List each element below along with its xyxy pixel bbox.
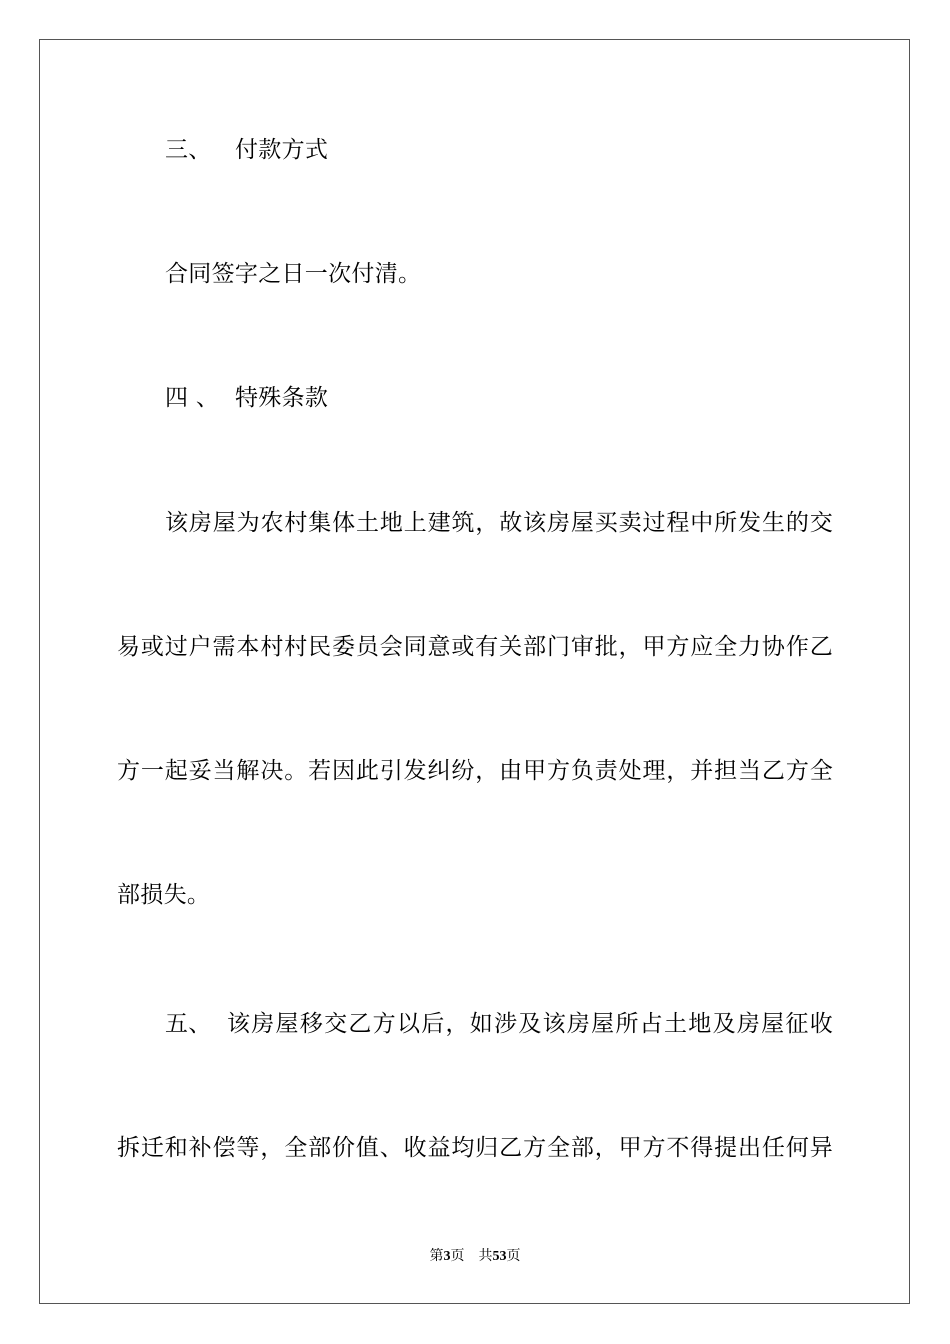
section4-number: 四 、 <box>165 385 220 411</box>
footer-total-prefix: 共 <box>478 1249 493 1264</box>
section3-title: 付款方式 <box>235 137 329 163</box>
section4-paragraph-line-2: 易或过户需本村村民委员会同意或有关部门审批，甲方应全力协作乙 <box>117 634 833 660</box>
section5-line-1 <box>165 1011 833 1037</box>
section3-heading <box>165 137 328 163</box>
section3-body: 合同签字之日一次付清。 <box>165 261 422 287</box>
section5-number: 五、 <box>165 1011 212 1037</box>
section4-title: 特殊条款 <box>235 385 329 411</box>
section5-line-1-text: 该房屋移交乙方以后，如涉及该房屋所占土地及房屋征收 <box>227 1011 833 1037</box>
page-border <box>39 39 910 1304</box>
footer-total-suffix: 页 <box>506 1249 521 1264</box>
footer-page-suffix: 页 <box>450 1249 465 1264</box>
section5-line-2: 拆迁和补偿等，全部价值、收益均归乙方全部，甲方不得提出任何异 <box>117 1135 833 1161</box>
footer-page-prefix: 第 <box>429 1249 444 1264</box>
section4-heading <box>165 385 328 411</box>
footer-total-number: 53 <box>492 1249 507 1264</box>
section4-paragraph-line-4: 部损失。 <box>117 882 211 908</box>
section3-number: 三、 <box>165 137 212 163</box>
footer-page-number: 3 <box>443 1249 451 1264</box>
page-footer <box>0 1248 950 1266</box>
section4-paragraph-line-3: 方一起妥当解决。若因此引发纠纷，由甲方负责处理，并担当乙方全 <box>117 758 833 784</box>
section4-paragraph-line-1: 该房屋为农村集体土地上建筑，故该房屋买卖过程中所发生的交 <box>165 510 833 536</box>
